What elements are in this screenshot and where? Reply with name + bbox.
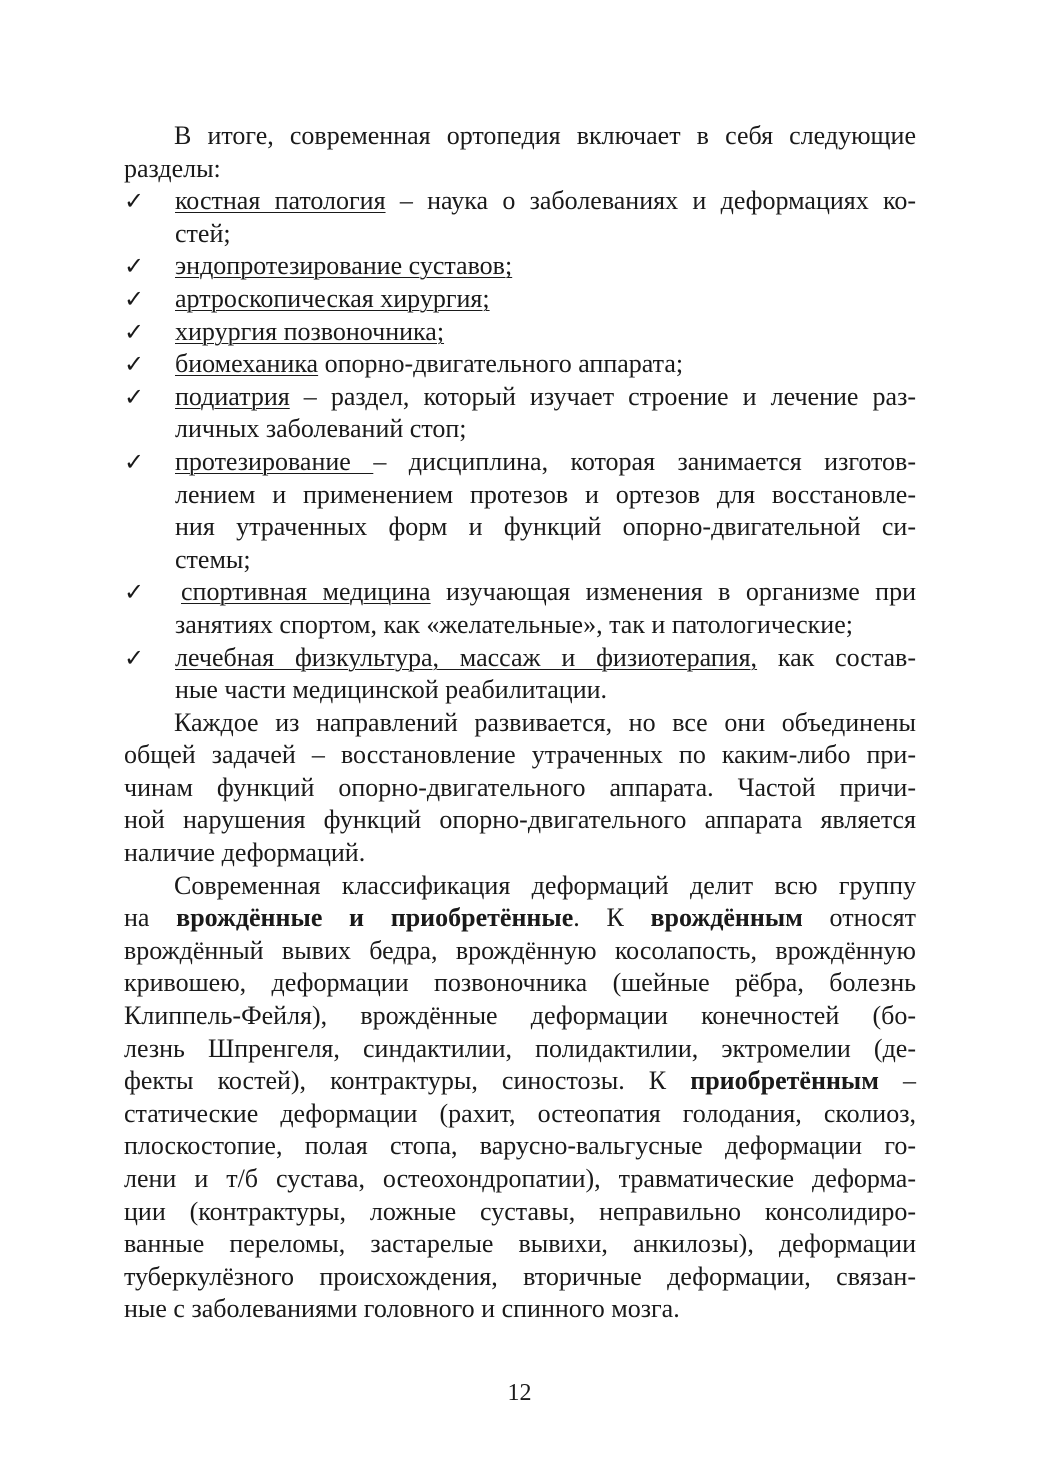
paragraph-line: плоскостопие, полая стопа, варусно-вальгусные деформации го- [124,1131,916,1161]
list-item [124,381,916,414]
paragraph-line: врождённый вывих бедра, врождённую косолапость, врождённую [124,935,916,965]
paragraph-line: Каждое из направлений развивается, но все они объединены [174,707,916,737]
list-item-term: костная патология [175,186,386,216]
list-item [124,283,916,316]
list-item [124,446,916,479]
list-item-text: изучающая изменения в организме при [430,577,917,607]
text-run: – [878,1066,917,1096]
paragraph-line: Клиппель-Фейля), врождённые деформации конечностей (бо- [124,1001,916,1031]
list-item-term: подиатрия [175,381,290,411]
list-item-text: опорно-двигательного аппарата; [318,349,684,379]
paragraph-line: общей задачей – восстановление утраченных по каким-либо при- [124,740,916,770]
list-item-continuation: ния утраченных форм и функций опорно-двигательной си- [175,512,916,542]
list-item-term: лечебная физкультура, массаж и физиотерапия, [175,642,758,672]
check-icon: ✓ [124,187,145,216]
intro-line: разделы: [124,153,221,183]
list-item-continuation: стей; [175,218,231,248]
list-item-continuation: личных заболеваний стоп; [175,414,467,444]
text-run: относят [802,903,916,933]
list-item-text: – наука о заболеваниях и деформациях ко- [385,186,916,216]
check-icon: ✓ [124,350,145,379]
list-item-text: – раздел, который изучает строение и лечение раз- [289,381,916,411]
check-icon: ✓ [124,643,145,672]
check-icon: ✓ [124,382,145,411]
list-item [124,185,916,218]
check-icon: ✓ [124,317,145,346]
paragraph-line: статические деформации (рахит, остеопатия голодания, сколиоз, [124,1098,916,1128]
paragraph-line: ные с заболеваниями головного и спинного мозга. [124,1294,680,1324]
page-number: 12 [507,1380,532,1406]
list-item [124,576,916,609]
body-text [124,120,916,1326]
text-run: фекты костей), контрактуры, синостозы. К [124,1066,691,1096]
list-item-continuation: занятиях спортом, как «желательные», так и патологические; [175,609,853,639]
paragraph-line: кривошею, деформации позвоночника (шейные рёбра, болезнь [124,968,916,998]
bold-term: врождённым [650,903,803,933]
check-icon: ✓ [124,578,145,607]
paragraph-line: ции (контрактуры, ложные суставы, неправильно консолидиро- [124,1196,916,1226]
list-item-continuation: ные части медицинской реабилитации. [175,675,608,705]
list-item-term: биомеханика [175,349,319,379]
check-icon: ✓ [124,252,145,281]
paragraph-line: ной нарушения функций опорно-двигательного аппарата является [124,805,916,835]
paragraph-line: лезнь Шпренгеля, синдактилии, полидактилии, эктромелии (де- [124,1033,916,1063]
paragraph-line: чинам функций опорно-двигательного аппарата. Частой причи- [124,772,916,802]
paragraph-line: Современная классификация деформаций делит всю группу [174,870,916,900]
list-item-term: эндопротезирование суставов; [175,251,513,281]
paragraph-line: наличие деформаций. [124,838,366,868]
paragraph-line [124,1065,916,1098]
bold-term: приобретённым [690,1066,879,1096]
list-item-term: спортивная медицина [181,577,431,607]
list-item-continuation: стемы; [175,544,251,574]
bold-term: врождённые и приобретённые [176,903,574,933]
text-run: . К [573,903,651,933]
paragraph-line: лени и т/б сустава, остеохондропатии), травматические деформа- [124,1164,916,1193]
intro-line: В итоге, современная ортопедия включает в себя следующие [174,121,916,150]
list-item [124,642,916,675]
list-item-continuation: лением и применением протезов и ортезов для восстановле- [175,479,916,509]
list-item [124,348,916,381]
text-run: на [124,903,177,933]
list-item-text: – дисциплина, которая занимается изготов- [373,446,916,476]
list-item [124,250,916,283]
list-item-term: протезирование [175,446,374,476]
paragraph-line: туберкулёзного происхождения, вторичные деформации, связан- [124,1261,916,1291]
list-item-text: как состав- [757,642,916,672]
paragraph-line: ванные переломы, застарелые вывихи, анкилозы), деформации [124,1229,916,1259]
paragraph-line [124,902,916,935]
check-icon: ✓ [124,284,145,313]
list-item-term: артроскопическая хирургия; [175,283,490,313]
list-item-term: хирургия позвоночника; [175,316,445,346]
list-item [124,316,916,349]
check-icon: ✓ [124,447,145,476]
